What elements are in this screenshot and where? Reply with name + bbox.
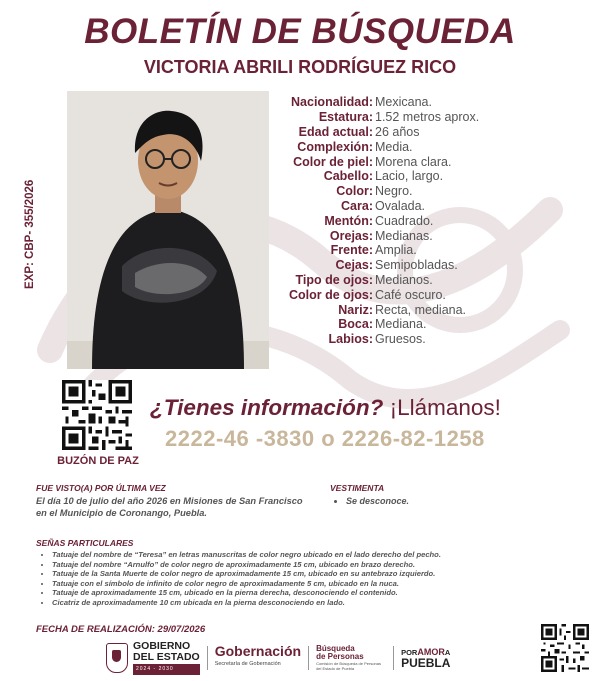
trait-row [273, 154, 573, 169]
clothing-header: VESTIMENTA [330, 483, 385, 493]
trait-value: Medianos. [375, 272, 433, 287]
trait-row [273, 273, 573, 288]
trait-label: Color: [336, 184, 373, 199]
trait-label: Orejas: [329, 228, 373, 243]
qr-code-icon[interactable] [62, 380, 132, 450]
buzon-de-paz-label: BUZÓN DE PAZ [57, 455, 139, 467]
mark-item: • Tatuaje de la Santa Muerte de color negro de aproximadamente 15 cm, ubicado en su antebrazo izquierdo. [52, 569, 576, 579]
trait-label: Cara: [341, 198, 373, 213]
trait-row [273, 110, 573, 125]
person-photo [67, 91, 269, 369]
trait-row [273, 258, 573, 273]
last-seen-text: El día 10 de julio del año 2026 en Misiones de San Francisco en el Municipio de Coronango, Puebla. [36, 496, 303, 518]
trait-value: Café oscuro. [375, 287, 446, 302]
busqueda-line1: Búsqueda [316, 644, 355, 653]
trait-label: Frente: [330, 243, 373, 258]
gobierno-estado-logo [133, 641, 200, 675]
logo-divider [393, 646, 394, 670]
trait-row [273, 302, 573, 317]
case-number-text: EXP: CBP- 355/2026 [24, 179, 36, 289]
trait-row [273, 213, 573, 228]
gobierno-line1: GOBIERNO [133, 640, 191, 652]
institution-logos [106, 640, 450, 676]
trait-value: Ovalada. [375, 198, 426, 213]
trait-label: Edad actual: [298, 124, 373, 139]
trait-row [273, 95, 573, 110]
physical-traits [273, 95, 573, 347]
por-text: POR [401, 647, 418, 657]
logo-divider [308, 646, 309, 670]
mark-item: • Tatuaje del nombre de “Teresa” en letras manuscritas de color negro ubicado en el lado derecho del pecho. [52, 550, 576, 560]
a-text: A [444, 647, 451, 657]
trait-label: Nacionalidad: [291, 95, 373, 110]
trait-row [273, 184, 573, 199]
trait-row [273, 243, 573, 258]
distinguishing-marks-section [36, 538, 576, 608]
clothing-item: • Se desconoce. [346, 496, 570, 506]
gobernacion-sub: Secretaría de Gobernación [214, 661, 281, 667]
trait-value: 1.52 metros aprox. [375, 110, 480, 125]
busqueda-line2: de Personas [316, 652, 364, 661]
mark-item: • Cicatriz de aproximadamente 10 cm ubicada en la pierna desconociendo en lado. [52, 598, 576, 608]
bulletin-title: BOLETÍN DE BÚSQUEDA [84, 12, 516, 51]
info-question-bold: ¿Tienes información? [150, 395, 384, 420]
trait-value: Recta, mediana. [375, 302, 467, 317]
trait-label: Nariz: [338, 302, 373, 317]
trait-label: Boca: [338, 317, 373, 332]
creation-date: FECHA DE REALIZACIÓN: 29/07/2026 [36, 624, 206, 635]
gobierno-line2: DEL ESTADO [133, 651, 200, 663]
trait-value: Cuadrado. [375, 213, 434, 228]
last-seen-header: FUE VISTO(A) POR ÚLTIMA VEZ [36, 483, 166, 493]
trait-value: Media. [375, 139, 413, 154]
state-shield-icon [106, 643, 128, 673]
mark-item: • Tatuaje con el símbolo de infinito de color negro de aproximadamente 5 cm, ubicado en la nuca. [52, 579, 576, 589]
mark-item: • Tatuaje del nombre “Arnulfo” de color negro de aproximadamente 15 cm, ubicado en brazo derecho. [52, 560, 576, 570]
trait-value: Mexicana. [375, 95, 432, 110]
trait-label: Cejas: [335, 258, 373, 273]
contact-phones[interactable]: 2222-46 -3830 o 2226-82-1258 [165, 426, 485, 451]
trait-value: 26 años [375, 124, 420, 139]
busqueda-personas-logo [316, 645, 386, 671]
gobierno-years: 2024 - 2030 [133, 664, 200, 675]
trait-value: Mediana. [375, 317, 427, 332]
trait-value: Semipobladas. [375, 258, 458, 273]
busqueda-sub: Comisión de Búsqueda de Personas del Estado de Puebla [316, 661, 381, 671]
puebla-text: PUEBLA [401, 655, 451, 670]
trait-value: Medianas. [375, 228, 433, 243]
trait-value: Lacio, largo. [375, 169, 444, 184]
trait-label: Mentón: [324, 213, 373, 228]
amor-text: AMOR [417, 646, 445, 657]
trait-label: Estatura: [318, 110, 373, 125]
trait-label: Complexión: [297, 139, 373, 154]
last-seen-section [36, 483, 306, 519]
trait-row [273, 139, 573, 154]
trait-value: Amplia. [375, 243, 417, 258]
trait-row [273, 228, 573, 243]
info-question-rest: ¡Llámanos! [383, 395, 501, 420]
logo-divider [207, 646, 208, 670]
gobernacion-logo [215, 645, 301, 671]
trait-label: Color de ojos: [288, 287, 373, 302]
mark-item: • Tatuaje de aproximadamente 15 cm, ubicado en la pierna derecha, desconociendo el contenido. [52, 588, 576, 598]
gobernacion-title: Gobernación [214, 643, 302, 659]
clothing-section [330, 483, 570, 506]
person-photo-illustration [67, 91, 269, 369]
trait-row [273, 332, 573, 347]
marks-header: SEÑAS PARTICULARES [36, 538, 134, 548]
trait-row [273, 317, 573, 332]
trait-row [273, 125, 573, 140]
trait-row [273, 287, 573, 302]
por-amor-a-puebla-logo [401, 648, 450, 669]
trait-value: Gruesos. [375, 332, 426, 347]
missing-person-name: VICTORIA ABRILI RODRÍGUEZ RICO [143, 57, 457, 77]
trait-label: Cabello: [323, 169, 373, 184]
qr-code-icon[interactable] [541, 624, 589, 672]
case-number [22, 180, 38, 290]
trait-value: Morena clara. [375, 154, 452, 169]
trait-row [273, 199, 573, 214]
trait-label: Tipo de ojos: [295, 272, 373, 287]
info-question [150, 395, 501, 421]
trait-row [273, 169, 573, 184]
trait-value: Negro. [375, 184, 413, 199]
trait-label: Color de piel: [293, 154, 373, 169]
trait-label: Labios: [328, 332, 373, 347]
